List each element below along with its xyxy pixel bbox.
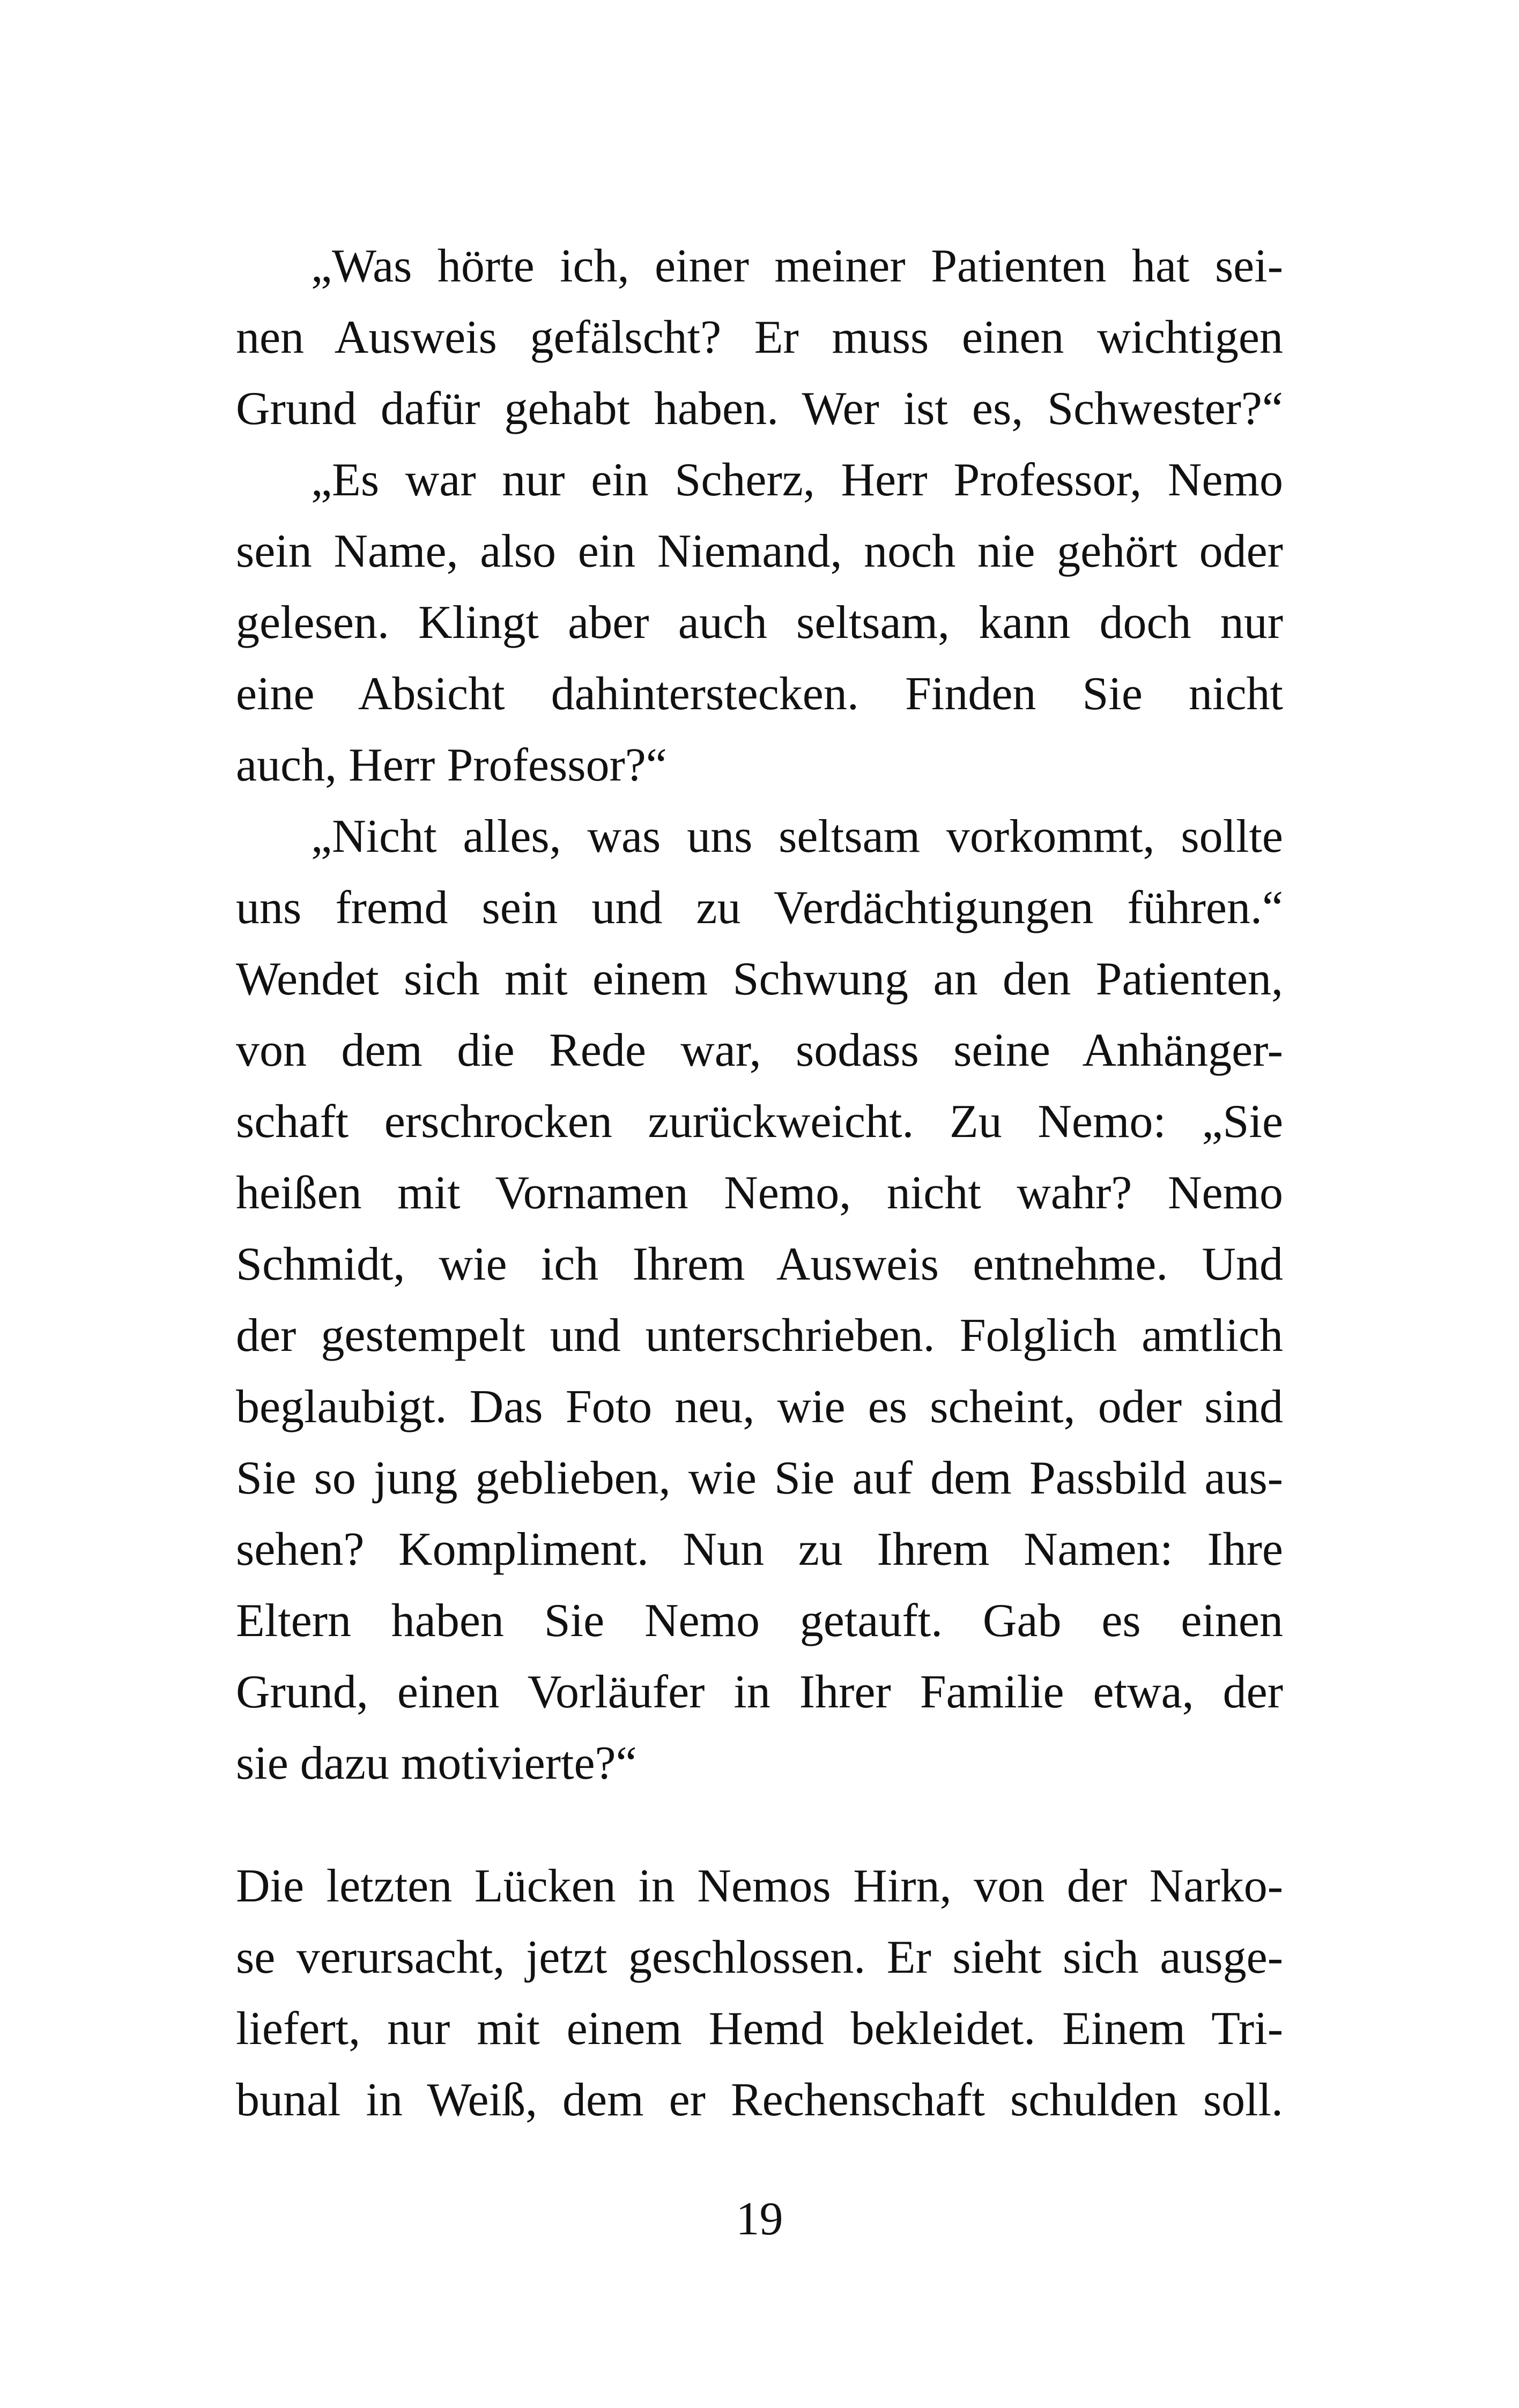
text-line: „Nicht alles, was uns seltsam vorkommt, sollte <box>311 811 1283 863</box>
text-line: Eltern haben Sie Nemo getauft. Gab es einen <box>236 1595 1283 1647</box>
text-line: „Es war nur ein Scherz, Herr Professor, Nemo <box>311 454 1283 506</box>
text-line: heißen mit Vornamen Nemo, nicht wahr? Nemo <box>236 1167 1283 1219</box>
text-line: uns fremd sein und zu Verdächtigungen führen.“ <box>236 882 1283 934</box>
text-line: gelesen. Klingt aber auch seltsam, kann doch nur <box>236 597 1283 649</box>
text-line: sie dazu motivierte?“ <box>236 1737 637 1789</box>
text-line: Grund dafür gehabt haben. Wer ist es, Schwester?“ <box>236 383 1283 435</box>
text-line: von dem die Rede war, sodass seine Anhänger- <box>236 1024 1283 1076</box>
text-line: liefert, nur mit einem Hemd bekleidet. Einem Tri- <box>236 2003 1283 2055</box>
text-line: eine Absicht dahinterstecken. Finden Sie nicht <box>236 668 1283 720</box>
text-line: auch, Herr Professor?“ <box>236 739 667 791</box>
text-line: sein Name, also ein Niemand, noch nie gehört oder <box>236 525 1283 577</box>
text-line: beglaubigt. Das Foto neu, wie es scheint, oder sind <box>236 1381 1283 1433</box>
text-line: Grund, einen Vorläufer in Ihrer Familie etwa, der <box>236 1666 1283 1718</box>
text-line: Schmidt, wie ich Ihrem Ausweis entnehme. Und <box>236 1238 1283 1290</box>
text-line: schaft erschrocken zurückweicht. Zu Nemo: „Sie <box>236 1096 1283 1148</box>
text-line: sehen? Kompliment. Nun zu Ihrem Namen: Ihre <box>236 1523 1283 1575</box>
text-line: „Was hörte ich, einer meiner Patienten hat sei- <box>311 240 1283 292</box>
text-line: Sie so jung geblieben, wie Sie auf dem Passbild aus- <box>236 1452 1283 1504</box>
page-number: 19 <box>736 2193 783 2245</box>
text-line: Wendet sich mit einem Schwung an den Patienten, <box>236 953 1283 1005</box>
text-line: der gestempelt und unterschrieben. Folglich amtlich <box>236 1310 1283 1362</box>
text-line: bunal in Weiß, dem er Rechenschaft schulden soll. <box>236 2074 1283 2126</box>
text-line: se verursacht, jetzt geschlossen. Er sieht sich ausge- <box>236 1931 1283 1983</box>
text-line: Die letzten Lücken in Nemos Hirn, von der Narko- <box>236 1860 1283 1912</box>
text-line: nen Ausweis gefälscht? Er muss einen wichtigen <box>236 311 1283 363</box>
